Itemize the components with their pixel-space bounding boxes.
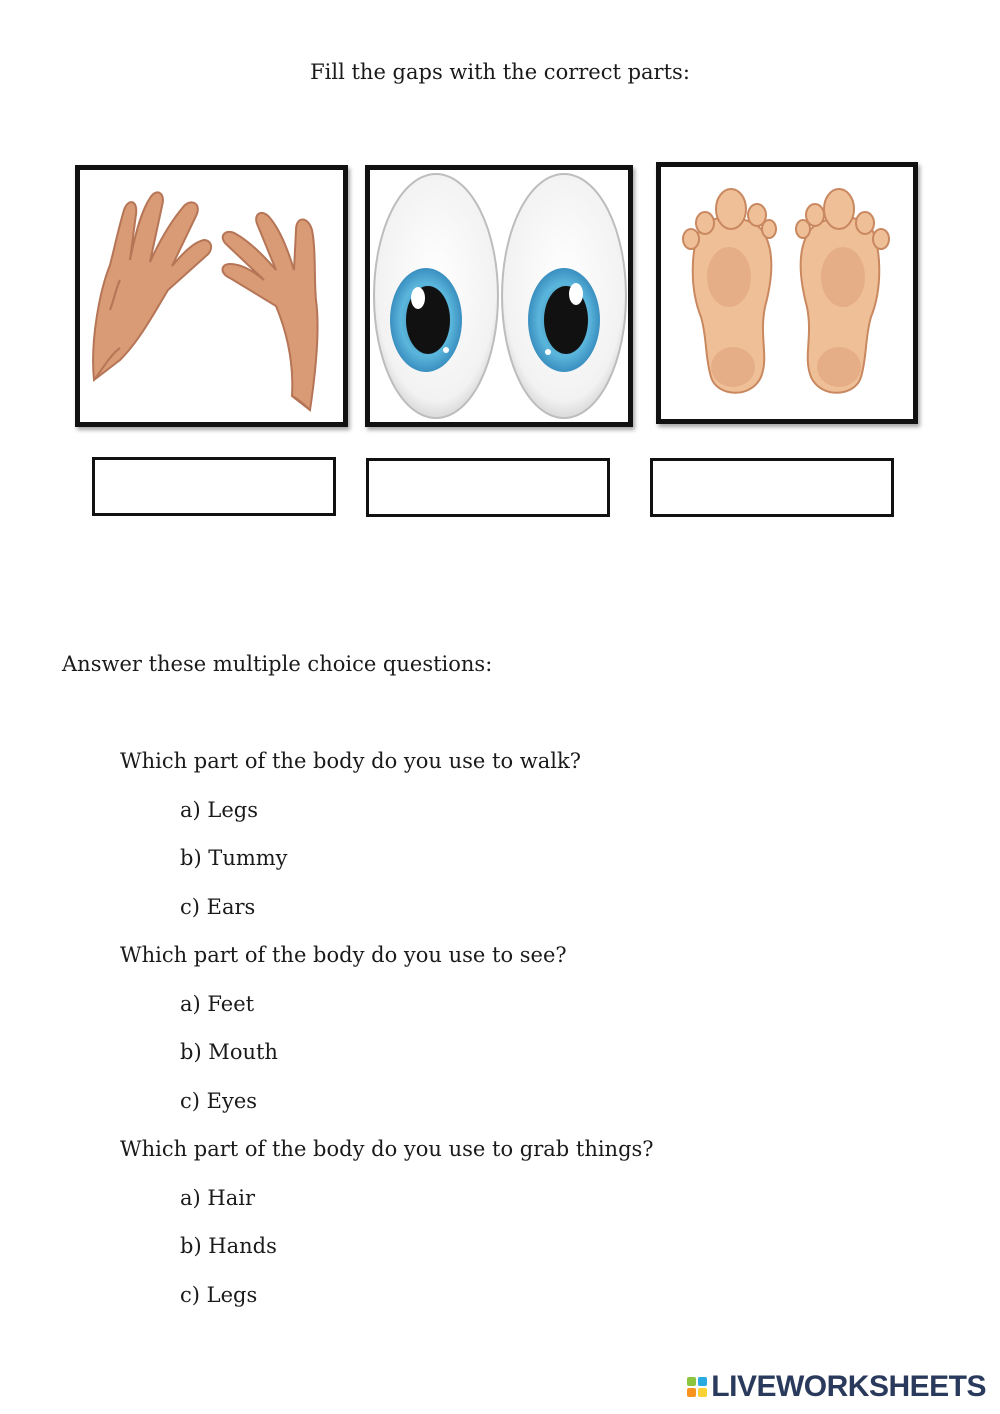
question-1: Which part of the body do you use to walk? <box>120 749 581 773</box>
question-1-option-a[interactable]: a) Legs <box>180 798 258 822</box>
question-2-option-b[interactable]: b) Mouth <box>180 1040 278 1064</box>
question-1-option-b[interactable]: b) Tummy <box>180 846 288 870</box>
question-3-option-c[interactable]: c) Legs <box>180 1283 258 1307</box>
liveworksheets-logo-icon <box>687 1377 707 1397</box>
hands-picture-frame <box>75 165 348 427</box>
feet-icon <box>661 167 913 419</box>
feet-picture-frame <box>656 162 918 424</box>
multiple-choice-instruction: Answer these multiple choice questions: <box>62 652 493 676</box>
question-2: Which part of the body do you use to see? <box>120 943 567 967</box>
gap-answer-input-eyes[interactable] <box>366 458 610 517</box>
liveworksheets-brand <box>687 1370 986 1404</box>
question-3: Which part of the body do you use to grab things? <box>120 1137 654 1161</box>
question-2-option-a[interactable]: a) Feet <box>180 992 255 1016</box>
eyes-picture-frame <box>365 165 633 427</box>
fill-gaps-instruction: Fill the gaps with the correct parts: <box>310 60 690 84</box>
question-3-option-b[interactable]: b) Hands <box>180 1234 277 1258</box>
hands-icon <box>80 170 343 422</box>
gap-answer-input-feet[interactable] <box>650 458 894 517</box>
question-2-option-c[interactable]: c) Eyes <box>180 1089 258 1113</box>
brand-name: LIVEWORKSHEETS <box>711 1370 986 1403</box>
question-1-option-c[interactable]: c) Ears <box>180 895 256 919</box>
eyes-icon <box>370 170 628 422</box>
gap-answer-input-hands[interactable] <box>92 457 336 516</box>
question-3-option-a[interactable]: a) Hair <box>180 1186 255 1210</box>
